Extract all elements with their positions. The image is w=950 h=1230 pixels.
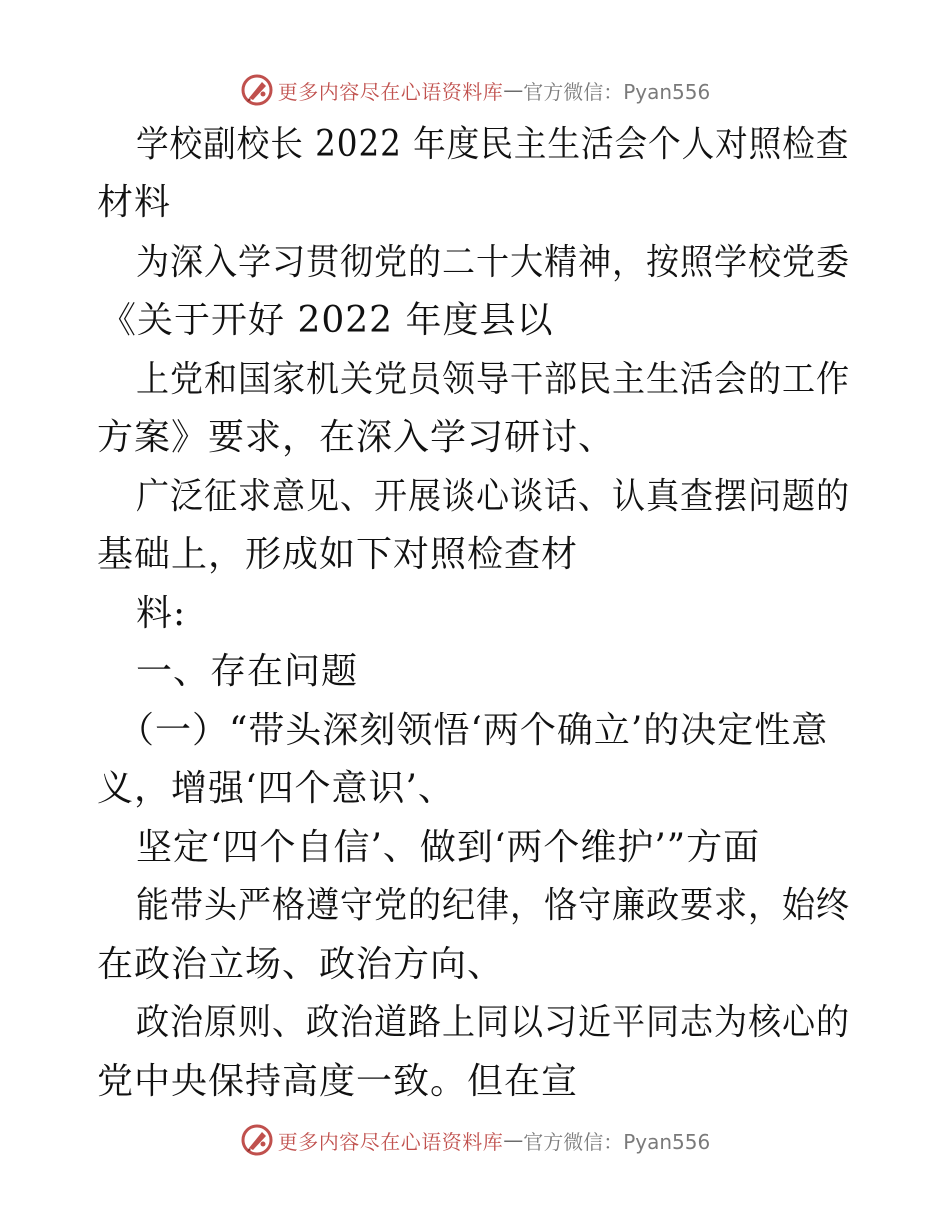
paragraph-line: 《关于开好 2022 年度县以 [100,300,554,341]
paragraph-line: 广泛征求意见、开展谈心谈话、认真查摆问题的 [136,476,851,517]
subsection-heading: （一）“带头深刻领悟‘两个确立’的决定性意 [118,710,829,751]
watermark-separator: — [503,78,524,102]
watermark-footer [0,1120,950,1160]
quill-pen-logo-icon [240,73,274,107]
watermark-contact: 官方微信：Pyan556 [523,79,711,104]
subsection-heading-continuation: 坚定‘四个自信’、做到‘两个维护’”方面 [136,827,761,868]
paragraph-line: 在政治立场、政治方向、 [97,944,505,985]
document-title: 学校副校长 2022 年度民主生活会个人对照检查 [136,124,850,165]
watermark-separator: — [503,1128,524,1152]
paragraph-line: 基础上，形成如下对照检查材 [97,534,579,575]
paragraph-line: 为深入学习贯彻党的二十大精神，按照学校党委 [136,242,851,283]
paragraph-line: 政治原则、政治道路上同以习近平同志为核心的 [136,1002,851,1043]
section-heading: 一、存在问题 [136,651,359,692]
watermark-title: 更多内容尽在心语资料库 [277,79,504,104]
paragraph-line: 料: [136,593,187,634]
paragraph-line: 党中央保持高度一致。但在宣 [97,1061,579,1102]
document-title-continuation: 材料 [97,182,172,223]
quill-pen-logo-icon [240,1123,274,1157]
paragraph-line: 能带头严格遵守党的纪律，恪守廉政要求，始终 [136,885,851,926]
watermark-header [0,70,950,110]
paragraph-line: 方案》要求，在深入学习研讨、 [97,417,616,458]
paragraph-line: 上党和国家机关党员领导干部民主生活会的工作 [136,359,851,400]
watermark-contact: 官方微信：Pyan556 [523,1129,711,1154]
watermark-title: 更多内容尽在心语资料库 [277,1129,504,1154]
subsection-heading-continuation: 义，增强‘四个意识’、 [97,768,455,809]
